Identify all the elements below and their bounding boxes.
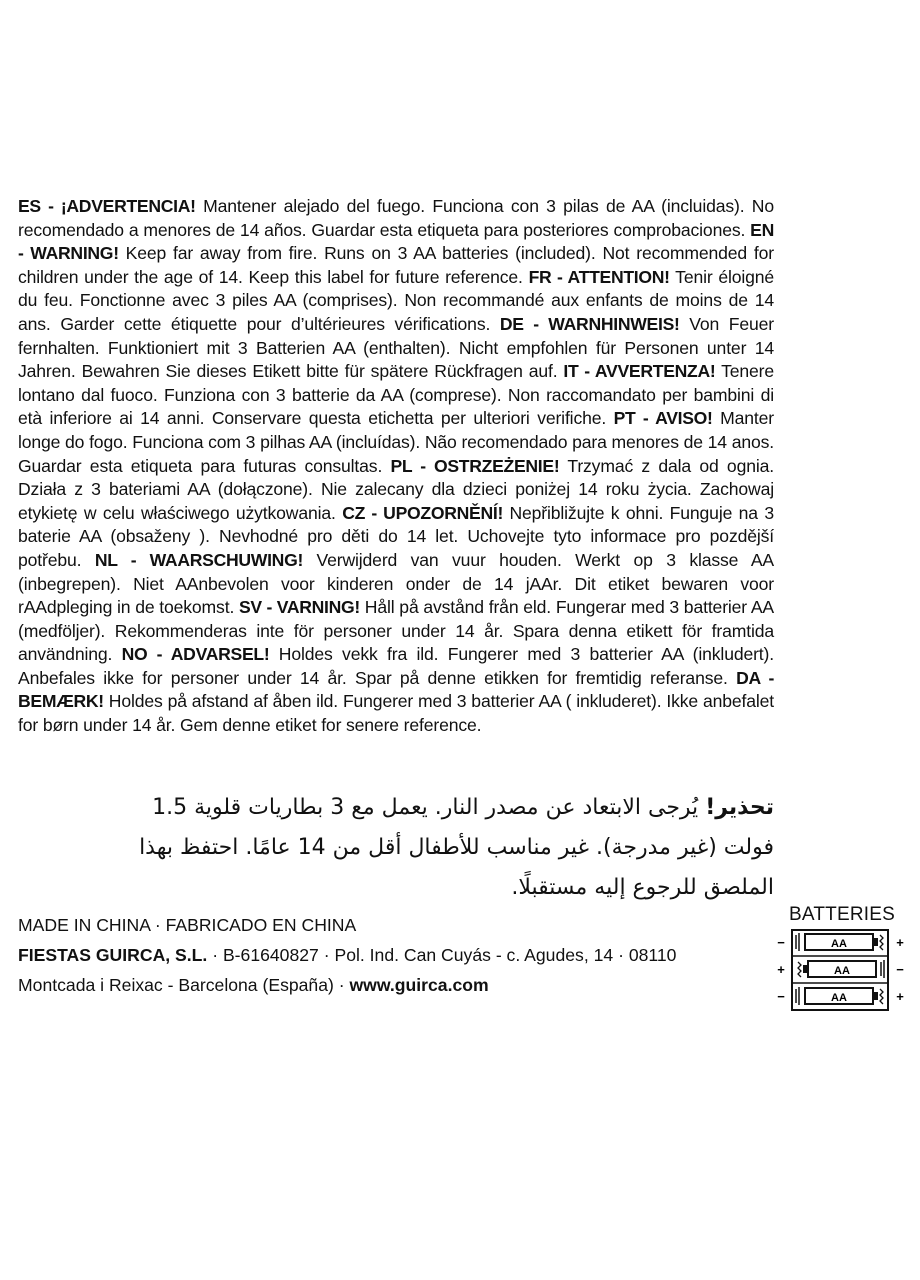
warning-text-cz: Nepřibližujte k ohni. Funguje na 3 baterie AA (obsaženy ). Nevhodné pro děti do 14 let. Uchovejte tyto informace pro pozdější potřebu. <box>18 502 774 570</box>
warning-text-da: Holdes på afstand af åben ild. Fungerer med 3 batterier AA ( inkluderet). Ikke anbefalet for børn under 14 år. Gem denne etiket for senere reference. <box>18 691 774 736</box>
arabic-warning <box>130 788 774 908</box>
company-website: www.guirca.com <box>349 975 489 995</box>
warning-tag-nl: NL - WAARSCHUWING! <box>94 549 304 570</box>
warning-tag-fr: FR - ATTENTION! <box>528 266 670 287</box>
warning-text-de: Von Feuer fernhalten. Funktioniert mit 3 Batterien AA (enthalten). Nicht empfohlen für Personen unter 14 Jahren. Bewahren Sie dieses Etikett bitte für spätere Rückfragen auf. <box>18 313 774 382</box>
city-line <box>18 970 778 1000</box>
warning-tag-pt: PT - AVISO! <box>613 408 713 429</box>
made-in-line: MADE IN CHINA · FABRICADO EN CHINA <box>18 915 357 935</box>
battery-2-right-sign: − <box>896 962 904 977</box>
company-line <box>18 940 778 970</box>
battery-1-left-sign: − <box>777 935 785 950</box>
warning-tag-cz: CZ - UPOZORNĚNÍ! <box>342 502 504 523</box>
warning-tag-es: ES - ¡ADVERTENCIA! <box>18 196 196 216</box>
battery-slot-2 <box>777 960 904 978</box>
battery-2-left-sign: + <box>777 962 785 977</box>
battery-1-right-sign: + <box>896 935 904 950</box>
battery-diagram <box>774 900 910 1012</box>
warning-text-nl: Verwijderd van vuur houden. Werkt op 3 klasse AA (inbegrepen). Niet AAnbevolen voor kinderen onder de 14 jAAr. Dit etiket bewaren voor rAAdpleging in de toekomst. <box>18 549 774 618</box>
warning-tag-sv: SV - VARNING! <box>238 597 360 618</box>
manufacturer-info <box>18 910 778 1000</box>
warning-text-en: Keep far away from fire. Runs on 3 AA batteries (included). Not recommended for children under the age of 14. Keep this label for future reference. <box>18 243 775 287</box>
arabic-warning-tag: تحذير! <box>705 795 774 820</box>
company-name: FIESTAS GUIRCA, S.L. <box>18 945 208 965</box>
batteries-title: BATTERIES <box>789 904 895 925</box>
warning-tag-en: EN - WARNING! <box>18 219 774 264</box>
battery-2-label: AA <box>834 965 850 977</box>
warning-text-fr: Tenir éloigné du feu. Fonctionne avec 3 piles AA (comprises). Non recommandé aux enfants de moins de 14 ans. Garder cette étiquette pour d’ultérieures vérifications. <box>18 266 775 334</box>
arabic-warning-text: يُرجى الابتعاد عن مصدر النار. يعمل مع 3 بطاريات قلوية 1.5 فولت (غير مدرجة). غير مناسب للأطفال أقل من 14 عامًا. احتفظ بهذا الملصق للرجوع إليه مستقبلًا. <box>139 795 774 900</box>
battery-slot-3 <box>777 987 904 1005</box>
warning-text-block <box>18 195 774 738</box>
warning-tag-it: IT - AVVERTENZA! <box>563 361 716 382</box>
warning-text-pl: Trzymać z dala od ognia. Działa z 3 bateriami AA (dołączone). Nie zalecany dla dzieci poniżej 14 roku życia. Zachowaj etykietę w celu właściwego użytkowania. <box>18 455 774 523</box>
warning-tag-no: NO - ADVARSEL! <box>121 644 270 665</box>
warning-tag-de: DE - WARNHINWEIS! <box>499 313 680 334</box>
warning-text-es: Mantener alejado del fuego. Funciona con 3 pilas de AA (incluidas). No recomendado a menores de 14 años. Guardar esta etiqueta para posteriores comprobaciones. <box>18 196 774 240</box>
warning-text-pt: Manter longe do fogo. Funciona com 3 pilhas AA (incluídas). Não recomendado para menores de 14 anos. Guardar esta etiqueta para futuras consultas. <box>18 408 774 476</box>
battery-3-right-sign: + <box>896 989 904 1004</box>
warning-text-it: Tenere lontano dal fuoco. Funziona con 3 batterie da AA (comprese). Non raccomandato per bambini di età inferiore ai 14 anni. Conservare questa etichetta per ulteriori verifiche. <box>18 361 774 429</box>
warning-text-no: Holdes vekk fra ild. Fungerer med 3 batterier AA (inkludert). Anbefales ikke for personer under 14 år. Spar på denne etikken for fremtidig referanse. <box>18 644 774 688</box>
battery-3-left-sign: − <box>777 989 785 1004</box>
battery-3-label: AA <box>831 992 847 1004</box>
company-city: Montcada i Reixac - Barcelona (España) · <box>18 975 350 995</box>
warning-tag-pl: PL - OSTRZEŻENIE! <box>390 455 560 476</box>
warning-tag-da: DA - BEMÆRK! <box>18 667 774 712</box>
battery-slot-1 <box>777 933 904 951</box>
battery-1-label: AA <box>831 938 847 950</box>
company-address: · B-61640827 · Pol. Ind. Can Cuyás - c. Agudes, 14 · 08110 <box>207 945 677 965</box>
warning-text-sv: Håll på avstånd från eld. Fungerar med 3 batterier AA (medföljer). Rekommenderas inte för personer under 14 år. Spara denna etikett för framtida användning. <box>18 597 774 665</box>
battery-compartment-icon <box>774 928 910 1012</box>
